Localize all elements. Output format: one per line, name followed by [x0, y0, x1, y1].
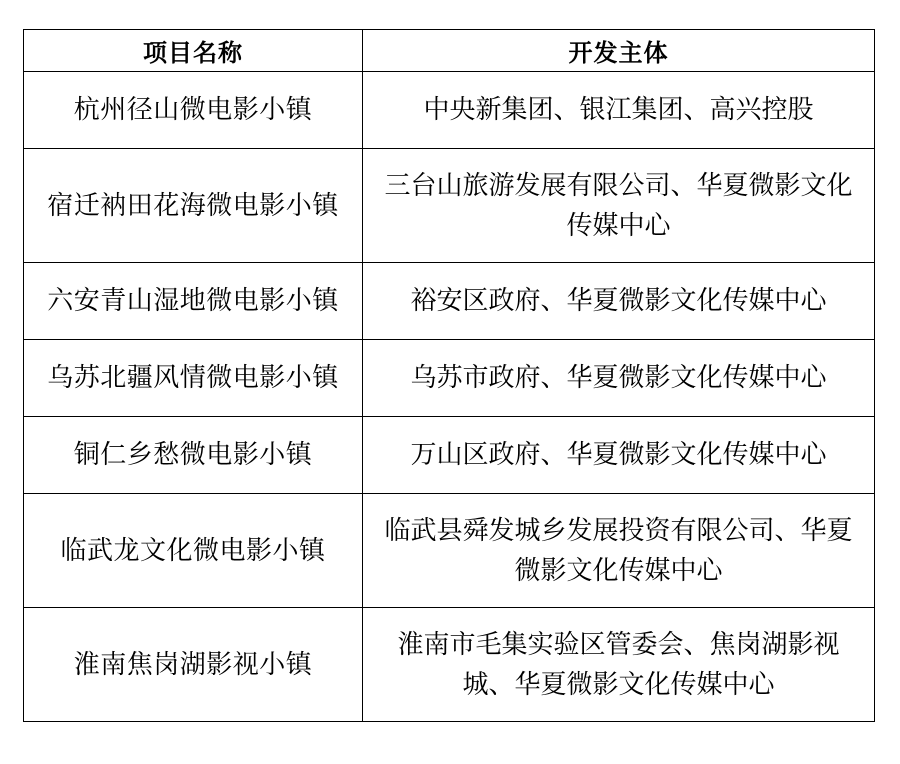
developer-cell: 三台山旅游发展有限公司、华夏微影文化传媒中心	[363, 149, 875, 263]
project-name-cell: 乌苏北疆风情微电影小镇	[24, 340, 363, 417]
project-name-cell: 六安青山湿地微电影小镇	[24, 263, 363, 340]
project-name-cell: 铜仁乡愁微电影小镇	[24, 417, 363, 494]
developer-cell: 万山区政府、华夏微影文化传媒中心	[363, 417, 875, 494]
table-row	[24, 608, 875, 722]
table-row	[24, 417, 875, 494]
developer-cell: 乌苏市政府、华夏微影文化传媒中心	[363, 340, 875, 417]
project-name-cell: 临武龙文化微电影小镇	[24, 494, 363, 608]
header-project-name: 项目名称	[24, 30, 363, 72]
table-row	[24, 149, 875, 263]
table-header-row	[24, 30, 875, 72]
table-row	[24, 72, 875, 149]
developer-cell: 中央新集团、银江集团、高兴控股	[363, 72, 875, 149]
header-developer: 开发主体	[363, 30, 875, 72]
developer-cell: 裕安区政府、华夏微影文化传媒中心	[363, 263, 875, 340]
developer-cell: 临武县舜发城乡发展投资有限公司、华夏微影文化传媒中心	[363, 494, 875, 608]
table-row	[24, 494, 875, 608]
table-row	[24, 340, 875, 417]
developer-cell: 淮南市毛集实验区管委会、焦岗湖影视城、华夏微影文化传媒中心	[363, 608, 875, 722]
project-name-cell: 宿迁衲田花海微电影小镇	[24, 149, 363, 263]
developer-table	[23, 29, 875, 722]
project-name-cell: 淮南焦岗湖影视小镇	[24, 608, 363, 722]
project-name-cell: 杭州径山微电影小镇	[24, 72, 363, 149]
table-row	[24, 263, 875, 340]
